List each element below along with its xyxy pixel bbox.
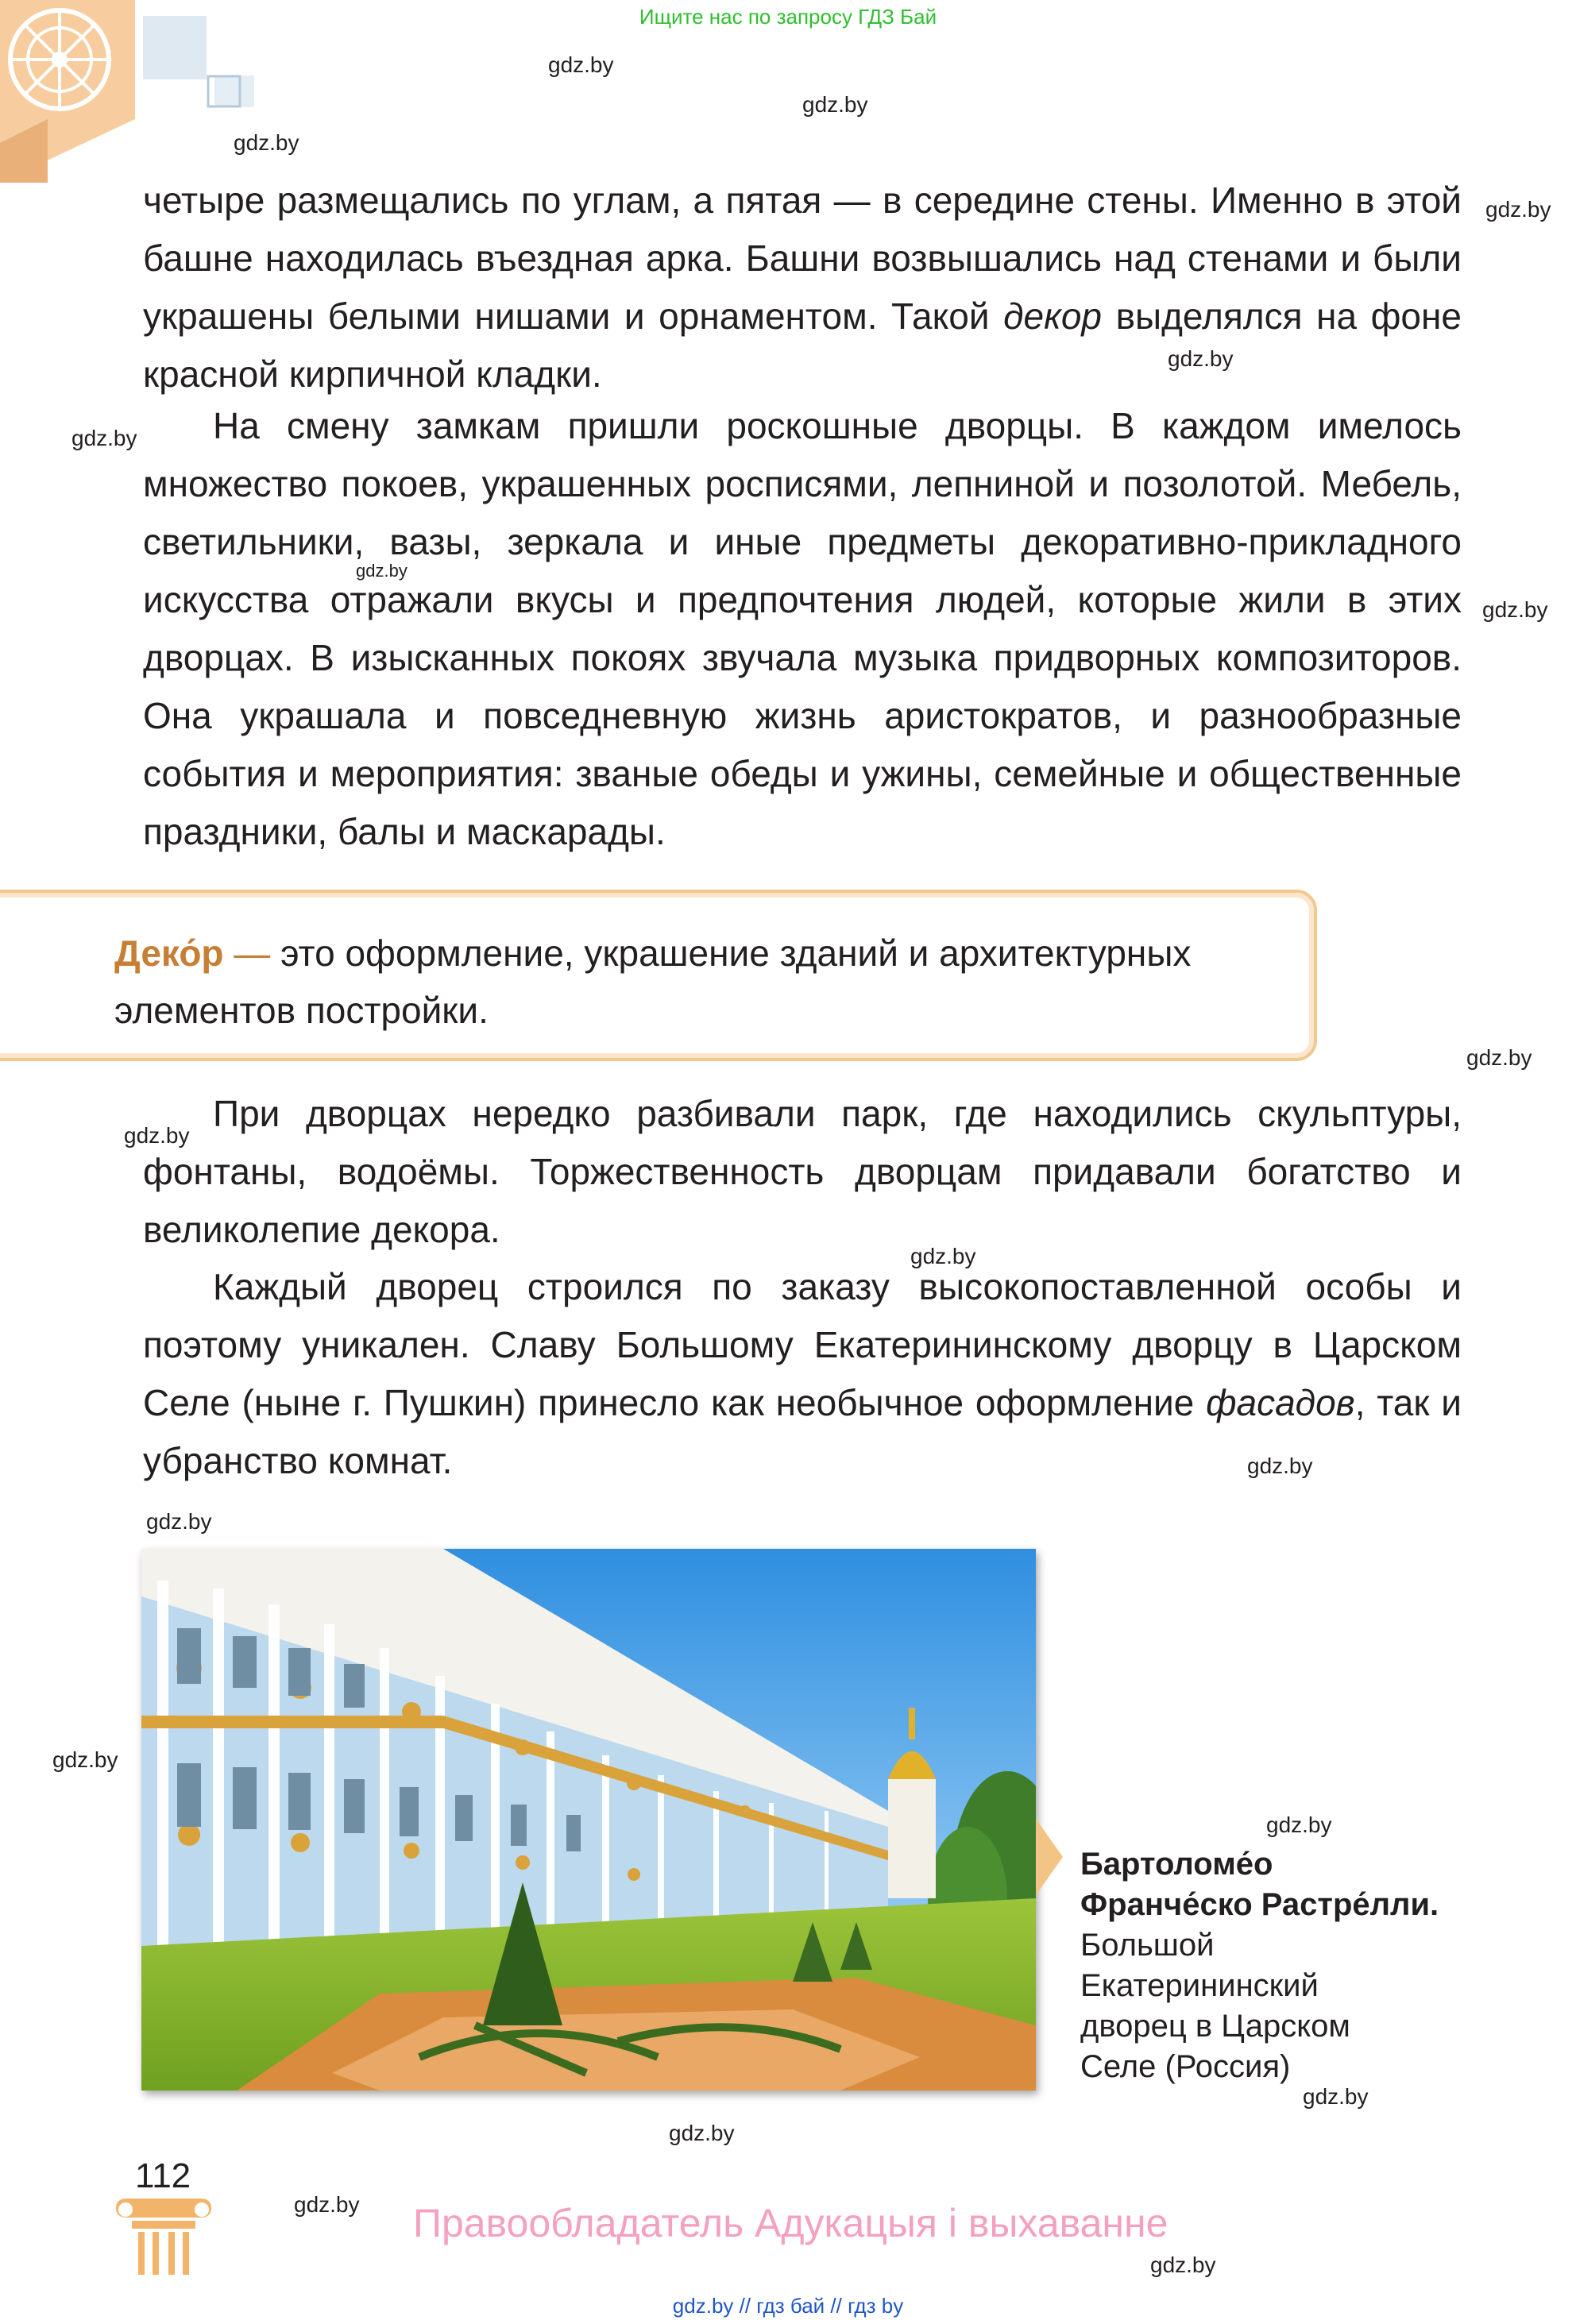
- watermark: gdz.by: [910, 1244, 976, 1268]
- watermark: gdz.by: [52, 1747, 118, 1772]
- watermark: gdz.by: [234, 130, 299, 155]
- watermark: gdz.by: [669, 2121, 735, 2145]
- top-banner[interactable]: Ищите нас по запросу ГДЗ Бай: [639, 5, 937, 29]
- paragraph-text: Каждый дворец строился по заказу высокопоставленной особы и поэтому уникален. Славу Большому Екатерининскому дворцу в Царском Селе (ныне г. Пушкин) принесло как необычное оформление: [143, 1266, 1462, 1423]
- caption-line: Селе (Россия): [1080, 2049, 1291, 2084]
- palace-image: [141, 1549, 1036, 2090]
- paragraph-text: четыре размещались по углам, а пятая — в середине стены. Именно в этой башне находилась въездная арка. Башни возвышались над стенами и были украшены белыми нишами и орнаментом. Такой: [143, 180, 1462, 337]
- watermark: gdz.by: [1466, 1045, 1532, 1070]
- definition-dash: —: [223, 932, 281, 974]
- paragraph-2: На смену замкам пришли роскошные дворцы. В каждом имелось множество покоев, украшенных росписями, лепниной и позолотой. Мебель, светильники, вазы, зеркала и иные предметы декоративно-прикладного искусства отражали вкусы и предпочтения людей, которые жили в этих дворцах. В изысканных покоях звучала музыка придворных композиторов. Она украшала и повседневную жизнь аристократов, и разнообразные события и мероприятия: званые обеды и ужины, семейные и общественные праздники, балы и маскарады.: [143, 405, 1462, 852]
- watermark: gdz.by: [1168, 346, 1234, 371]
- paragraph-text: , так и убранство комнат.: [143, 1382, 1462, 1481]
- copyright-notice: Правообладатель Адукацыя і выхаванне: [413, 2201, 1168, 2245]
- watermark: gdz.by: [294, 2192, 360, 2217]
- term-italic: фасадов: [1206, 1382, 1355, 1423]
- watermark: gdz.by: [356, 561, 408, 581]
- caption-author-line: Франче́ско Растре́лли.: [1080, 1887, 1439, 1922]
- watermark: gdz.by: [1150, 2253, 1216, 2277]
- definition-box: [0, 890, 1317, 1061]
- corner-ornament-icon: [0, 0, 262, 183]
- paragraph-text: выделялся на фоне красной кирпичной кладки.: [143, 295, 1462, 395]
- definition-body: это оформление, украшение зданий и архитектурных элементов постройки.: [114, 932, 1192, 1031]
- page-number: 112: [135, 2156, 191, 2195]
- term-italic: декор: [1003, 295, 1103, 337]
- definition-term: Деко́р: [114, 932, 224, 974]
- caption-line: Большой: [1080, 1928, 1215, 1963]
- paragraph-1: [143, 172, 1462, 403]
- watermark: gdz.by: [548, 52, 614, 77]
- watermark: gdz.by: [1303, 2084, 1369, 2109]
- watermark: gdz.by: [802, 92, 868, 117]
- watermark: gdz.by: [1482, 597, 1548, 622]
- caption-line: Екатерининский: [1080, 1968, 1319, 2003]
- watermark: gdz.by: [1485, 197, 1551, 222]
- caption-line: дворец в Царском: [1080, 2009, 1350, 2044]
- footer-links[interactable]: gdz.by // гдз бай // гдз by: [672, 2294, 904, 2318]
- paragraph-4: [143, 1258, 1462, 1490]
- definition-text: [114, 925, 1274, 1039]
- watermark: gdz.by: [1266, 1812, 1332, 1837]
- watermark: gdz.by: [124, 1123, 190, 1148]
- photo-caption: [1080, 1844, 1493, 2087]
- column-capital-icon: [108, 2199, 219, 2275]
- watermark: gdz.by: [1247, 1453, 1313, 1478]
- paragraph-3: При дворцах нередко разбивали парк, где находились скульптуры, фонтаны, водоёмы. Торжественность дворцам придавали богатство и великолепие декора.: [143, 1093, 1462, 1250]
- watermark: gdz.by: [71, 426, 137, 450]
- caption-pointer-icon: [1036, 1819, 1063, 1895]
- watermark: gdz.by: [146, 1509, 212, 1534]
- caption-author-line: Бартоломе́о: [1080, 1847, 1273, 1882]
- palace-photo: [141, 1549, 1036, 2090]
